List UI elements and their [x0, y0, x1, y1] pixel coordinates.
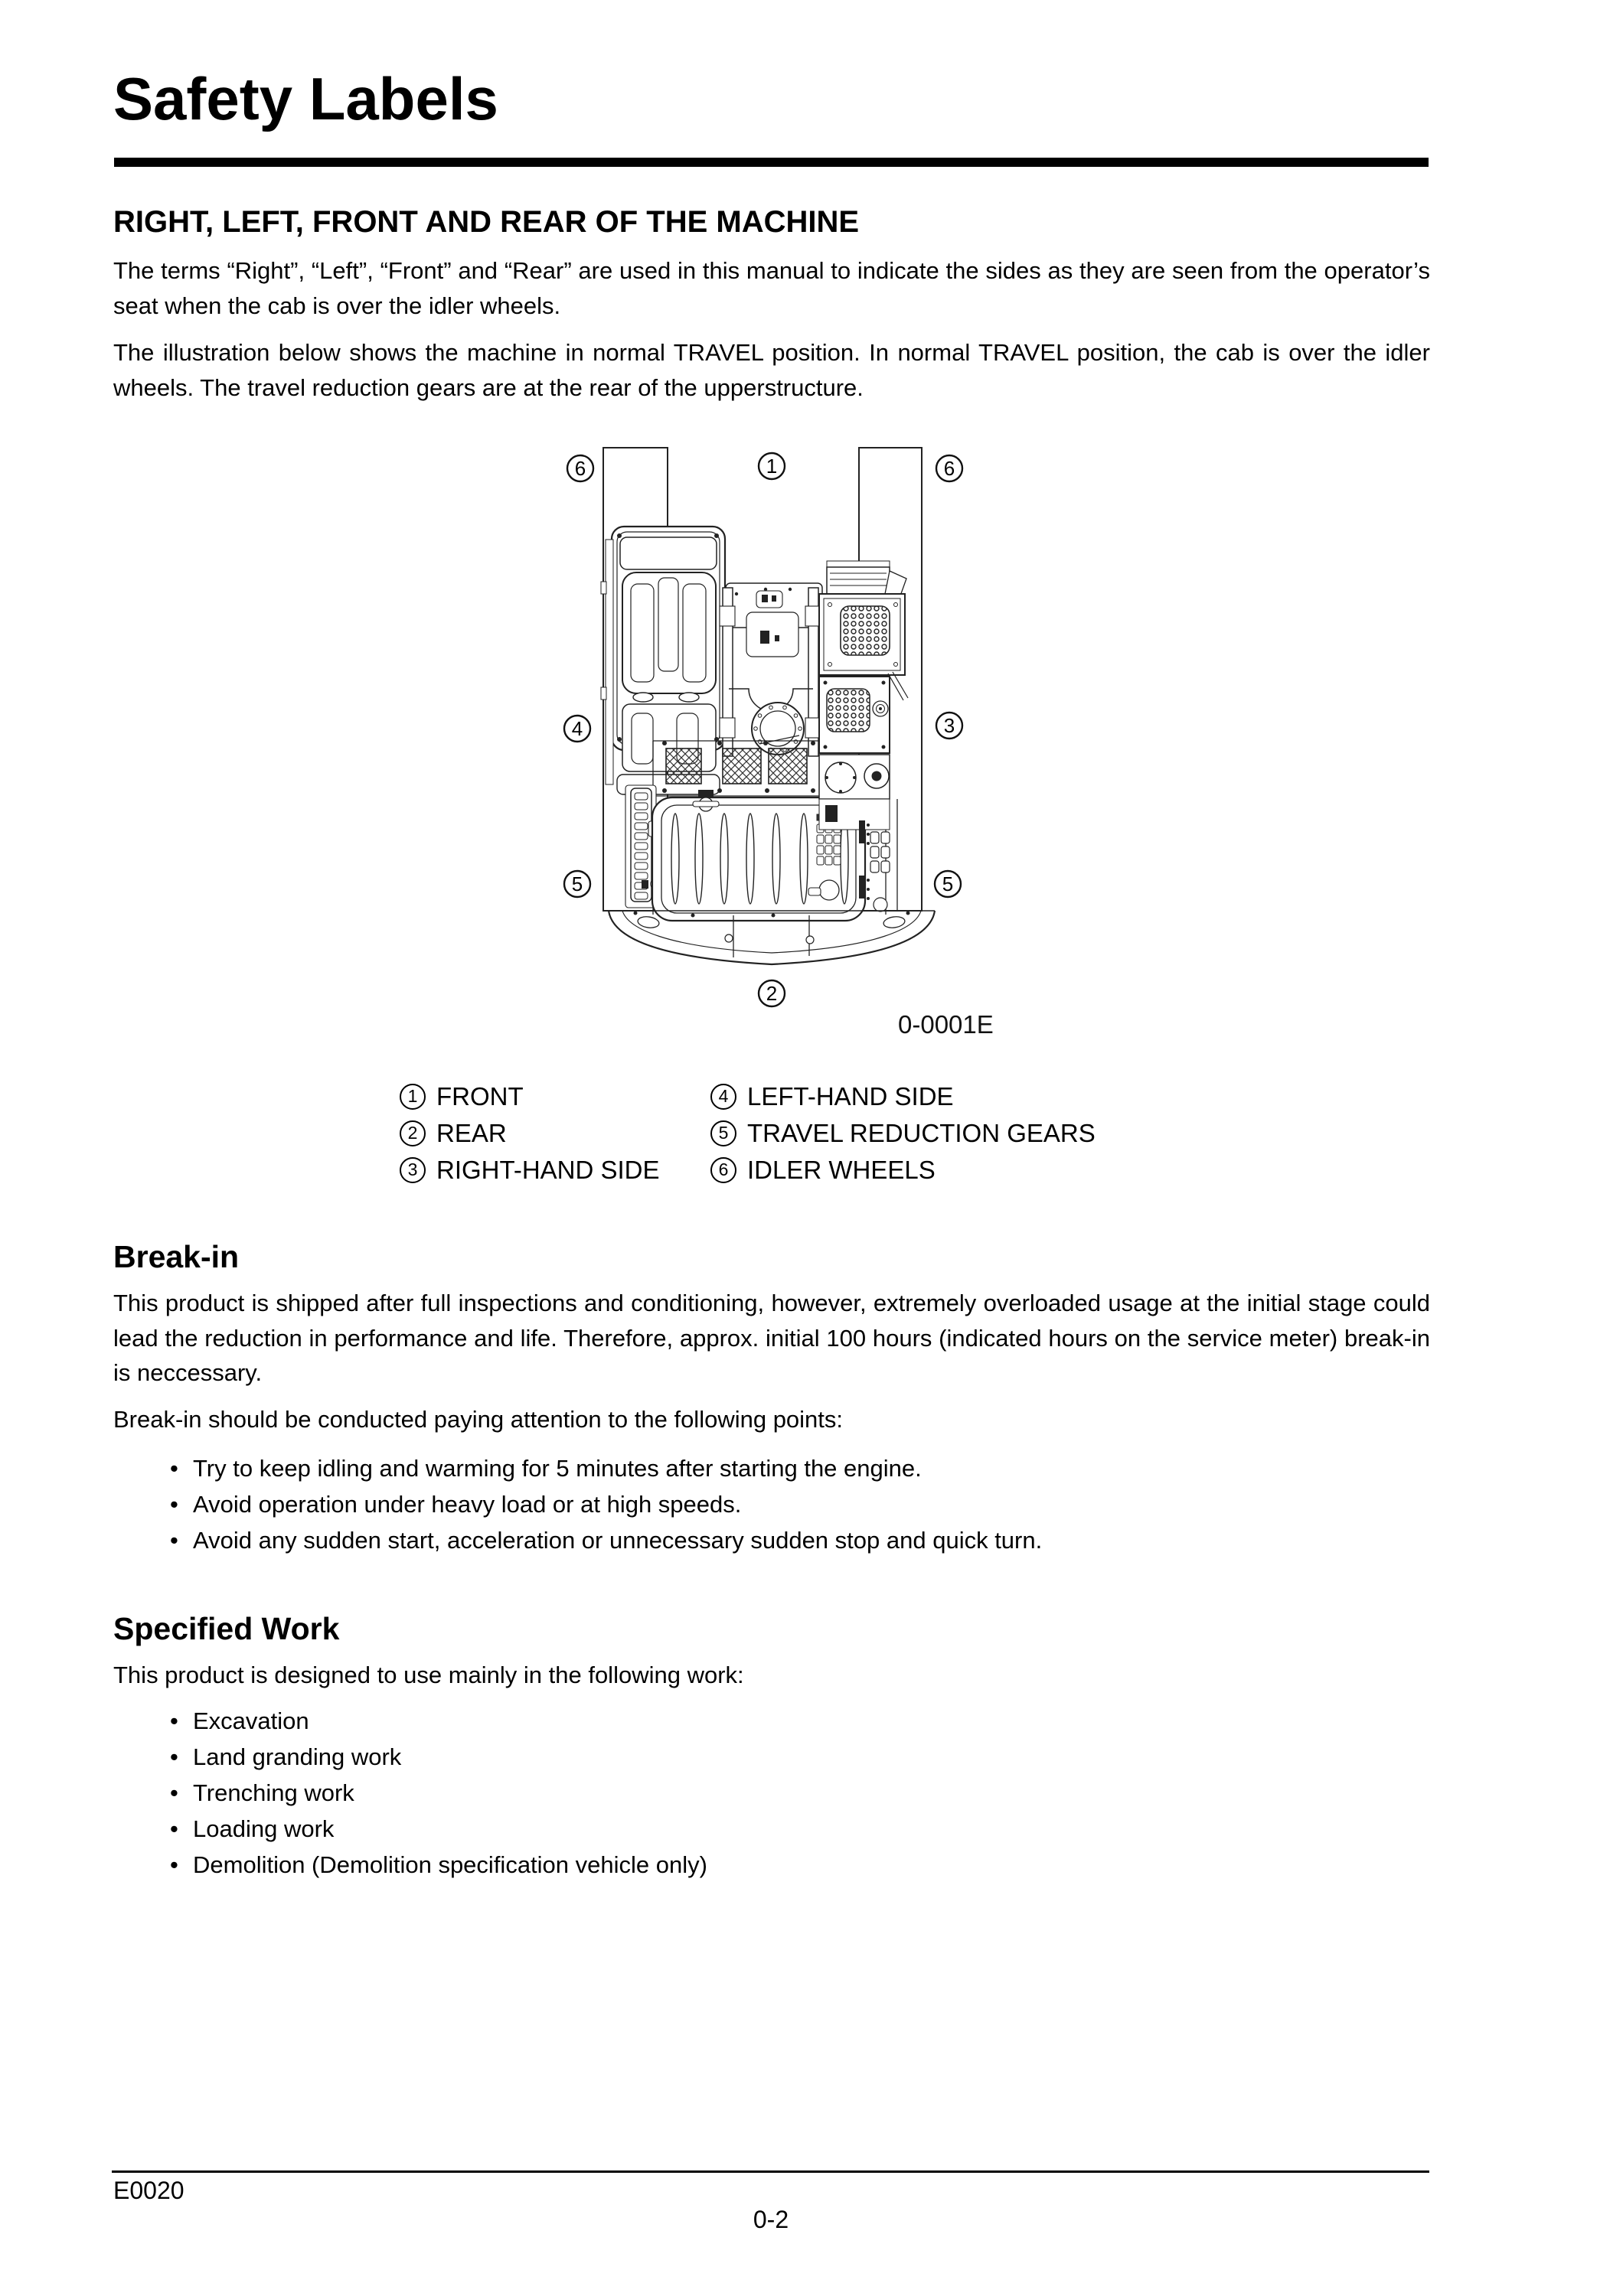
intro-paragraph-2: The illustration below shows the machine in normal TRAVEL position. In normal TRAVEL position, the cab is over the idler wheels. The travel reduction gears are at the rear of the upperstructure. [113, 339, 1430, 401]
bullet-text: Avoid operation under heavy load or at high speeds. [193, 1491, 742, 1518]
legend-item-idler-wheels [710, 1157, 936, 1183]
break-in-paragraph-2: Break-in should be conducted paying attention to the following points: [113, 1406, 844, 1433]
section-heading: RIGHT, LEFT, FRONT AND REAR OF THE MACHINE [113, 205, 860, 239]
legend-num-2: 2 [400, 1120, 426, 1146]
legend-num-4: 4 [710, 1084, 736, 1110]
list-item [170, 1522, 1042, 1558]
bullet-text: Land granding work [193, 1743, 402, 1770]
bullet-icon: • [170, 1491, 178, 1518]
title-rule [114, 158, 1429, 167]
intro-paragraph-1: The terms “Right”, “Left”, “Front” and “Rear” are used in this manual to indicate the sides as they are seen from the operator’s seat when the cab is over the idler wheels. [113, 257, 1430, 319]
list-item [170, 1739, 707, 1775]
page-number: 0-2 [753, 2206, 789, 2233]
footer-document-code: E0020 [113, 2177, 185, 2204]
legend-num-5: 5 [710, 1120, 736, 1146]
callout-5-left: 5 [571, 872, 583, 895]
legend-item-left-hand-side [710, 1084, 954, 1110]
bullet-icon: • [170, 1527, 178, 1554]
bullet-text: Avoid any sudden start, acceleration or unnecessary sudden stop and quick turn. [193, 1527, 1043, 1554]
callout-6-left: 6 [574, 457, 586, 480]
bullet-text: Trenching work [193, 1779, 354, 1806]
list-item [170, 1450, 1042, 1486]
legend-num-6: 6 [710, 1157, 736, 1183]
bullet-icon: • [170, 1455, 178, 1482]
callout-2-rear: 2 [766, 982, 778, 1005]
legend-label-left-hand-side: LEFT-HAND SIDE [747, 1082, 954, 1110]
legend-label-idler-wheels: IDLER WHEELS [747, 1156, 936, 1184]
callout-4-left-side: 4 [571, 717, 583, 740]
bullet-text: Demolition (Demolition specification vehicle only) [193, 1851, 707, 1878]
legend-label-front: FRONT [436, 1082, 524, 1110]
list-item [170, 1703, 707, 1739]
swing-bearing-circle [752, 703, 804, 755]
legend-item-right-hand-side [400, 1157, 660, 1183]
specified-work-bullet-list [170, 1703, 707, 1883]
bullet-text: Try to keep idling and warming for 5 minutes after starting the engine. [193, 1455, 922, 1482]
bullet-icon: • [170, 1851, 178, 1878]
callout-5-right: 5 [942, 872, 954, 895]
legend-num-1: 1 [400, 1084, 426, 1110]
figure-caption: 0-0001E [898, 1010, 994, 1039]
bullet-icon: • [170, 1707, 178, 1734]
break-in-bullet-list [170, 1450, 1042, 1558]
list-item [170, 1775, 707, 1811]
callout-3-right-side: 3 [943, 714, 955, 737]
footer-rule [112, 2170, 1429, 2173]
page-title: Safety Labels [113, 65, 498, 132]
break-in-paragraph-1: This product is shipped after full inspections and conditioning, however, extremely overloaded usage at the initial stage could lead the reduction in performance and life. Therefore, approx. initial 100 hours (indicated hours on the service meter) break-in is neccessary. [113, 1290, 1430, 1386]
bullet-icon: • [170, 1743, 178, 1770]
callout-6-right: 6 [943, 457, 955, 480]
list-item [170, 1486, 1042, 1522]
bullet-text: Excavation [193, 1707, 309, 1734]
break-in-heading: Break-in [113, 1239, 240, 1274]
specified-work-heading: Specified Work [113, 1611, 340, 1646]
specified-work-paragraph: This product is designed to use mainly in the following work: [113, 1662, 744, 1688]
legend-item-travel-reduction-gears [710, 1120, 1096, 1146]
legend-item-rear [400, 1120, 507, 1146]
bullet-icon: • [170, 1815, 178, 1842]
bullet-text: Loading work [193, 1815, 335, 1842]
list-item [170, 1847, 707, 1883]
machine-top-view-figure [559, 429, 1034, 1049]
bullet-icon: • [170, 1779, 178, 1806]
legend-item-front [400, 1084, 524, 1110]
legend-label-rear: REAR [436, 1119, 507, 1147]
list-item [170, 1811, 707, 1847]
legend-label-right-hand-side: RIGHT-HAND SIDE [436, 1156, 660, 1184]
callout-1-front: 1 [766, 455, 778, 478]
legend-num-3: 3 [400, 1157, 426, 1183]
legend-label-travel-reduction-gears: TRAVEL REDUCTION GEARS [747, 1119, 1096, 1147]
